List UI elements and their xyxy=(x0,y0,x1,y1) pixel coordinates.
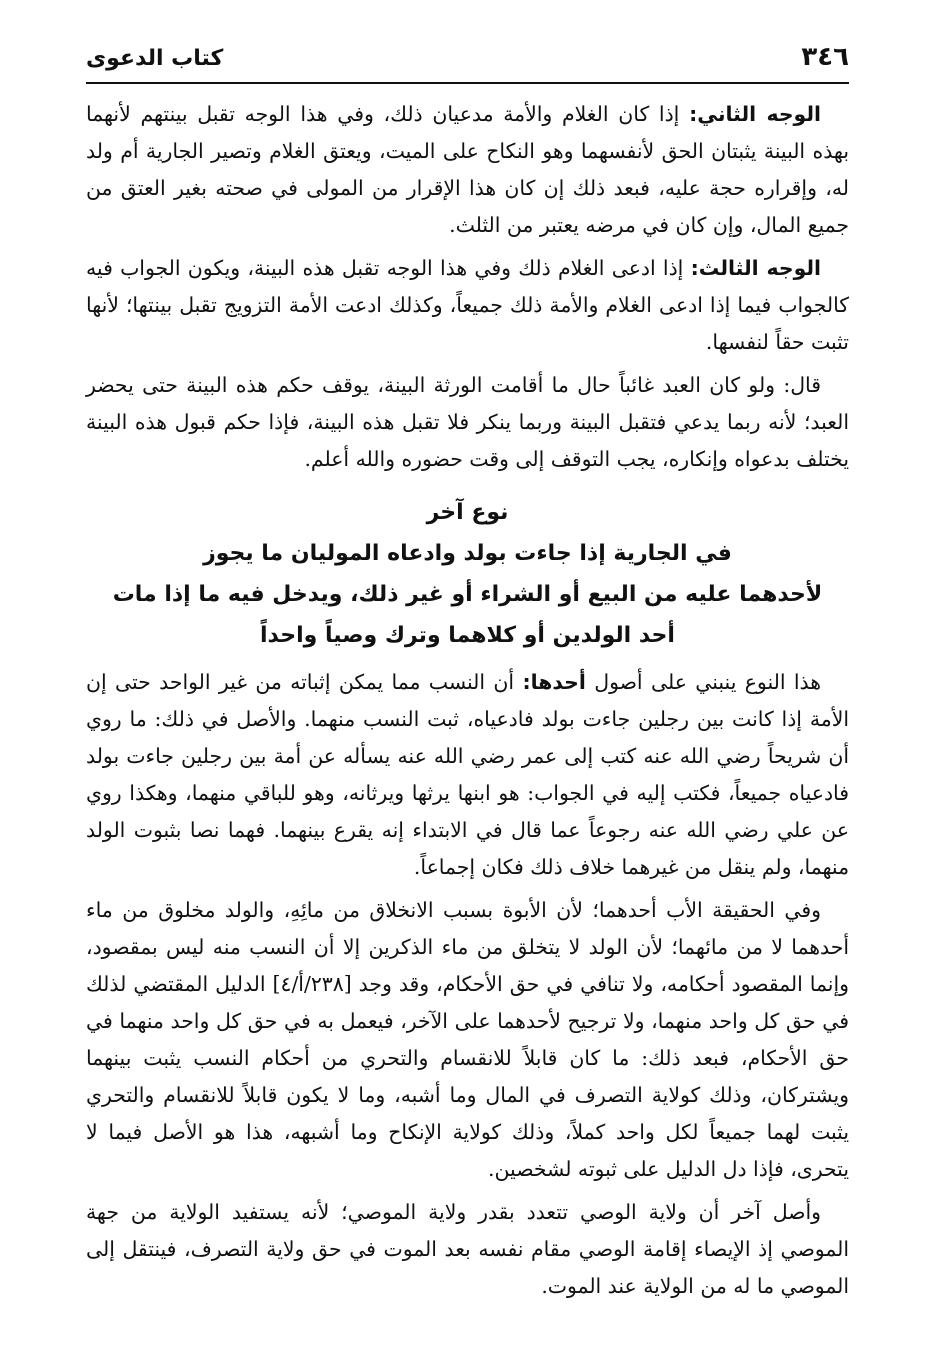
paragraph-lead: الوجه الثاني: xyxy=(689,102,821,126)
section-heading-line-4: أحد الولدين أو كلاهما وترك وصياً واحداً xyxy=(260,623,675,648)
paragraph-principles-intro xyxy=(86,664,849,886)
page-number: ٣٤٦ xyxy=(801,42,849,72)
paragraph-text: قال: ولو كان العبد غائباً حال ما أقامت الورثة البينة، يوقف حكم هذه البينة حتى يحضر العبد؛ لأنه ربما يدعي فتقبل البينة وربما ينكر فلا تقبل هذه البينة، فإذا حكم قبول هذه البينة يختلف بدعواه وإنكاره، يجب التوقف إلى وقت حضوره والله أعلم. xyxy=(86,373,849,471)
paragraph-bold-term: أحدها: xyxy=(522,670,586,694)
paragraph-text-after: أن النسب مما يمكن إثباته من غير الواحد حتى إن الأمة إذا كانت بين رجلين جاءت بولد فادعياه، ثبت النسب منهما. والأصل في ذلك: ما روي أن شريحاً رضي الله عنه كتب إلى عمر رضي الله عنه يسأله عن أمة بين رجلين جاءت بولد فادعياه جميعاً، فكتب إليه في الجواب: هو ابنها يرثها ويرثانه، وهو للباقي منهما، وهكذا روي عن علي رضي الله عنه رجوعاً عما قال في الابتداء إنه يقرع بينهما. فهما نصا بثبوت الولد منهما، ولم ينقل من غيرهما خلاف ذلك فكان إجماعاً. xyxy=(86,670,849,879)
paragraph-fatherhood xyxy=(86,892,849,1188)
page-body xyxy=(86,96,849,1311)
section-heading-line-2: في الجارية إذا جاءت بولد وادعاه الموليان ما يجوز xyxy=(203,541,732,566)
section-heading xyxy=(86,492,849,656)
running-header xyxy=(86,38,849,84)
section-heading-line-3: لأحدهما عليه من البيع أو الشراء أو غير ذلك، ويدخل فيه ما إذا مات xyxy=(112,582,823,607)
section-heading-line-1: نوع آخر xyxy=(426,500,509,525)
paragraph-guardian-principle xyxy=(86,1194,849,1305)
book-title: كتاب الدعوى xyxy=(86,46,224,71)
paragraph-text: وفي الحقيقة الأب أحدهما؛ لأن الأبوة بسبب الانخلاق من مائِهِ، والولد مخلوق من ماء أحدهما لا من مائهما؛ لأن الولد لا يتخلق من ماء الذكرين إلا أن النسب منه ليس بمقصود، وإنما المقصود أحكامه، ولا تنافي في حق الأحكام، وقد وجد [٢٣٨/أ/٤] الدليل المقتضي لذلك في حق كل واحد منهما، ولا ترجيح لأحدهما على الآخر، فيعمل به في حق كل واحد منهما في حق الأحكام، فبعد ذلك: ما كان قابلاً للانقسام والتحري من أحكام النسب يثبت بينهما ويشتركان، وذلك كولاية التصرف في المال وما أشبه، وما لا يكون قابلاً للانقسام والتحري يثبت لهما جميعاً لكل واحد كملاً، وذلك كولاية الإنكاح وما أشبهه، هذا هو الأصل فيما لا يتحرى، فإذا دل الدليل على ثبوته لشخصين. xyxy=(86,898,849,1181)
paragraph-third-aspect xyxy=(86,250,849,361)
paragraph-text-before: هذا النوع ينبني على أصول xyxy=(585,670,821,694)
paragraph-lead: الوجه الثالث: xyxy=(690,256,821,280)
paragraph-text: إذا ادعى الغلام ذلك وفي هذا الوجه تقبل هذه البينة، ويكون الجواب فيه كالجواب فيما إذا ادعى الغلام والأمة ذلك جميعاً، وكذلك ادعت الأمة التزويج تقبل بينتها؛ لأنها تثبت حقاً لنفسها. xyxy=(86,256,849,354)
paragraph-second-aspect xyxy=(86,96,849,244)
paragraph-text: وأصل آخر أن ولاية الوصي تتعدد بقدر ولاية الموصي؛ لأنه يستفيد الولاية من جهة الموصي إذ الإيصاء إقامة الوصي مقام نفسه بعد الموت في حق ولاية التصرف، فينتقل إلى الموصي ما له من الولاية عند الموت. xyxy=(86,1200,849,1298)
paragraph-absent-slave xyxy=(86,367,849,478)
paragraph-text: إذا كان الغلام والأمة مدعيان ذلك، وفي هذا الوجه تقبل بينتهم لأنهما بهذه البينة يثبتان الحق لأنفسهما وهو النكاح على الميت، ويعتق الغلام وتصير الجارية أم ولد له، وإقراره حجة عليه، فبعد ذلك إن كان هذا الإقرار من المولى في صحته بغير العتق من جميع المال، وإن كان في مرضه يعتبر من الثلث. xyxy=(86,102,849,237)
